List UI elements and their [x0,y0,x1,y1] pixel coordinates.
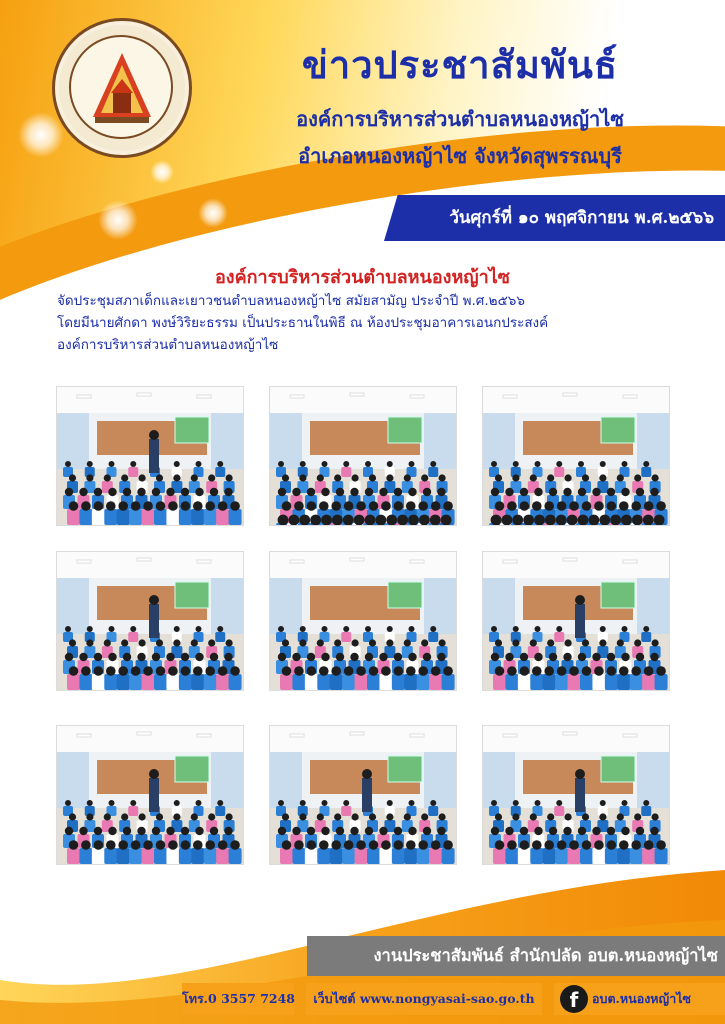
event-photo [269,551,457,691]
event-photo [56,386,244,526]
event-photo [482,386,670,526]
event-photo [269,725,457,865]
event-photo [482,551,670,691]
article-line: องค์การบริหารส่วนตำบลหนองหญ้าไซ [57,337,279,353]
article-heading: องค์การบริหารส่วนตำบลหนองหญ้าไซ [214,267,511,288]
municipal-seal-icon [52,18,192,158]
article-line: โดยมีนายศักดา พงษ์วิริยะธรรม เป็นประธานในพิธี ณ ห้องประชุมอาคารเอนกประสงค์ [57,315,549,331]
footer-phone: โทร.0 3557 7248 [182,983,294,1015]
footer-department: งานประชาสัมพันธ์ สำนักปลัด อบต.หนองหญ้าไซ [373,946,718,965]
event-photo [56,551,244,691]
seal-emblem [55,21,189,155]
footer-facebook[interactable]: อบต.หนองหญ้าไซ [592,991,691,1006]
sparkle-decoration [150,160,174,184]
article-line: จัดประชุมสภาเด็กและเยาวชนตำบลหนองหญ้าไซ สมัยสามัญ ประจำปี พ.ศ.๒๕๖๖ [57,293,525,309]
facebook-icon: f [560,985,588,1013]
org-subtitle: องค์การบริหารส่วนตำบลหนองหญ้าไซ [296,107,624,131]
article-body [57,290,677,356]
event-photo [56,725,244,865]
sparkle-decoration [98,200,138,240]
footer-website[interactable]: เว็บไซต์ www.nongyasai-sao.go.th [306,983,542,1015]
sparkle-decoration [198,198,228,228]
district-subtitle: อำเภอหนองหญ้าไซ จังหวัดสุพรรณบุรี [298,144,622,168]
event-photo [269,386,457,526]
event-photo [482,725,670,865]
page-title: ข่าวประชาสัมพันธ์ [301,42,619,87]
date-label: วันศุกร์ที่ ๑๐ พฤศจิกายน พ.ศ.๒๕๖๖ [449,208,714,228]
